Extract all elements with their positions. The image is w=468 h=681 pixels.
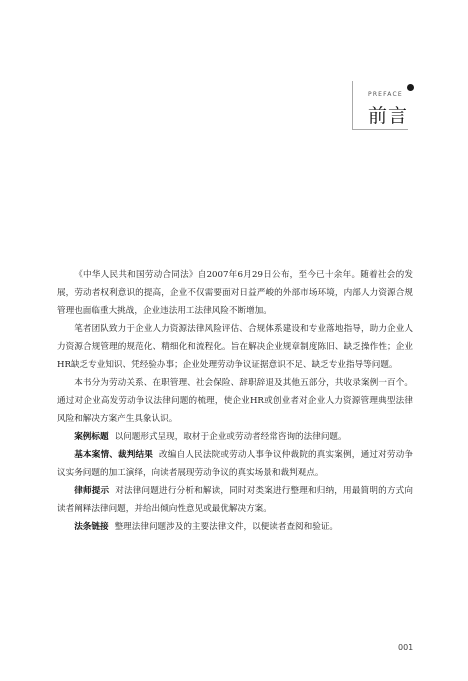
section-label: 案例标题 xyxy=(74,432,109,442)
section-text: 整理法律问题涉及的主要法律文件，以便读者查阅和验证。 xyxy=(114,522,339,532)
preface-body xyxy=(57,266,413,536)
section-lawyer-tips xyxy=(57,482,413,518)
paragraph-intro: 《中华人民共和国劳动合同法》自2007年6月29日公布，至今已十余年。随着社会的发展，劳动者权利意识的提高，企业不仅需要面对日益严峻的外部市场环境，内部人力资源合规管理也面临重大挑战，企业违法用工法律风险不断增加。 xyxy=(57,270,413,316)
section-text: 对法律问题进行分析和解读，同时对类案进行整理和归纳，用最简明的方式向读者阐释法律问题，并给出倾向性意见或最优解决方案。 xyxy=(57,486,413,514)
section-text: 改编自人民法院或劳动人事争议仲裁院的真实案例，通过对劳动争议实务问题的加工演绎，向读者展现劳动争议的真实场景和裁判观点。 xyxy=(57,450,413,478)
preface-english-label: PREFACE xyxy=(368,91,403,98)
bullet-dot-icon xyxy=(407,84,414,91)
paragraph-team: 笔者团队致力于企业人力资源法律风险评估、合规体系建设和专业落地指导，助力企业人力资源合规管理的规范化、精细化和流程化。旨在解决企业规章制度陈旧、缺乏操作性；企业HR缺乏专业知识、凭经验办事；企业处理劳动争议证据意识不足、缺乏专业指导等问题。 xyxy=(57,324,413,370)
section-label: 律师提示 xyxy=(74,486,110,496)
section-label: 基本案情、裁判结果 xyxy=(74,450,154,460)
section-label: 法条链接 xyxy=(74,522,109,532)
section-case-title xyxy=(57,428,413,446)
section-case-facts xyxy=(57,446,413,482)
section-law-links xyxy=(57,518,413,536)
paragraph-structure: 本书分为劳动关系、在职管理、社会保险、辞职辞退及其他五部分，共收录案例一百个。通过对企业高发劳动争议法律问题的梳理，使企业HR或创业者对企业人力资源管理典型法律风险和解决方案产生具象认识。 xyxy=(57,378,413,424)
page-number: 001 xyxy=(398,643,414,652)
page-title: 前言 xyxy=(368,105,409,127)
section-text: 以问题形式呈现，取材于企业或劳动者经常咨询的法律问题。 xyxy=(114,432,347,442)
